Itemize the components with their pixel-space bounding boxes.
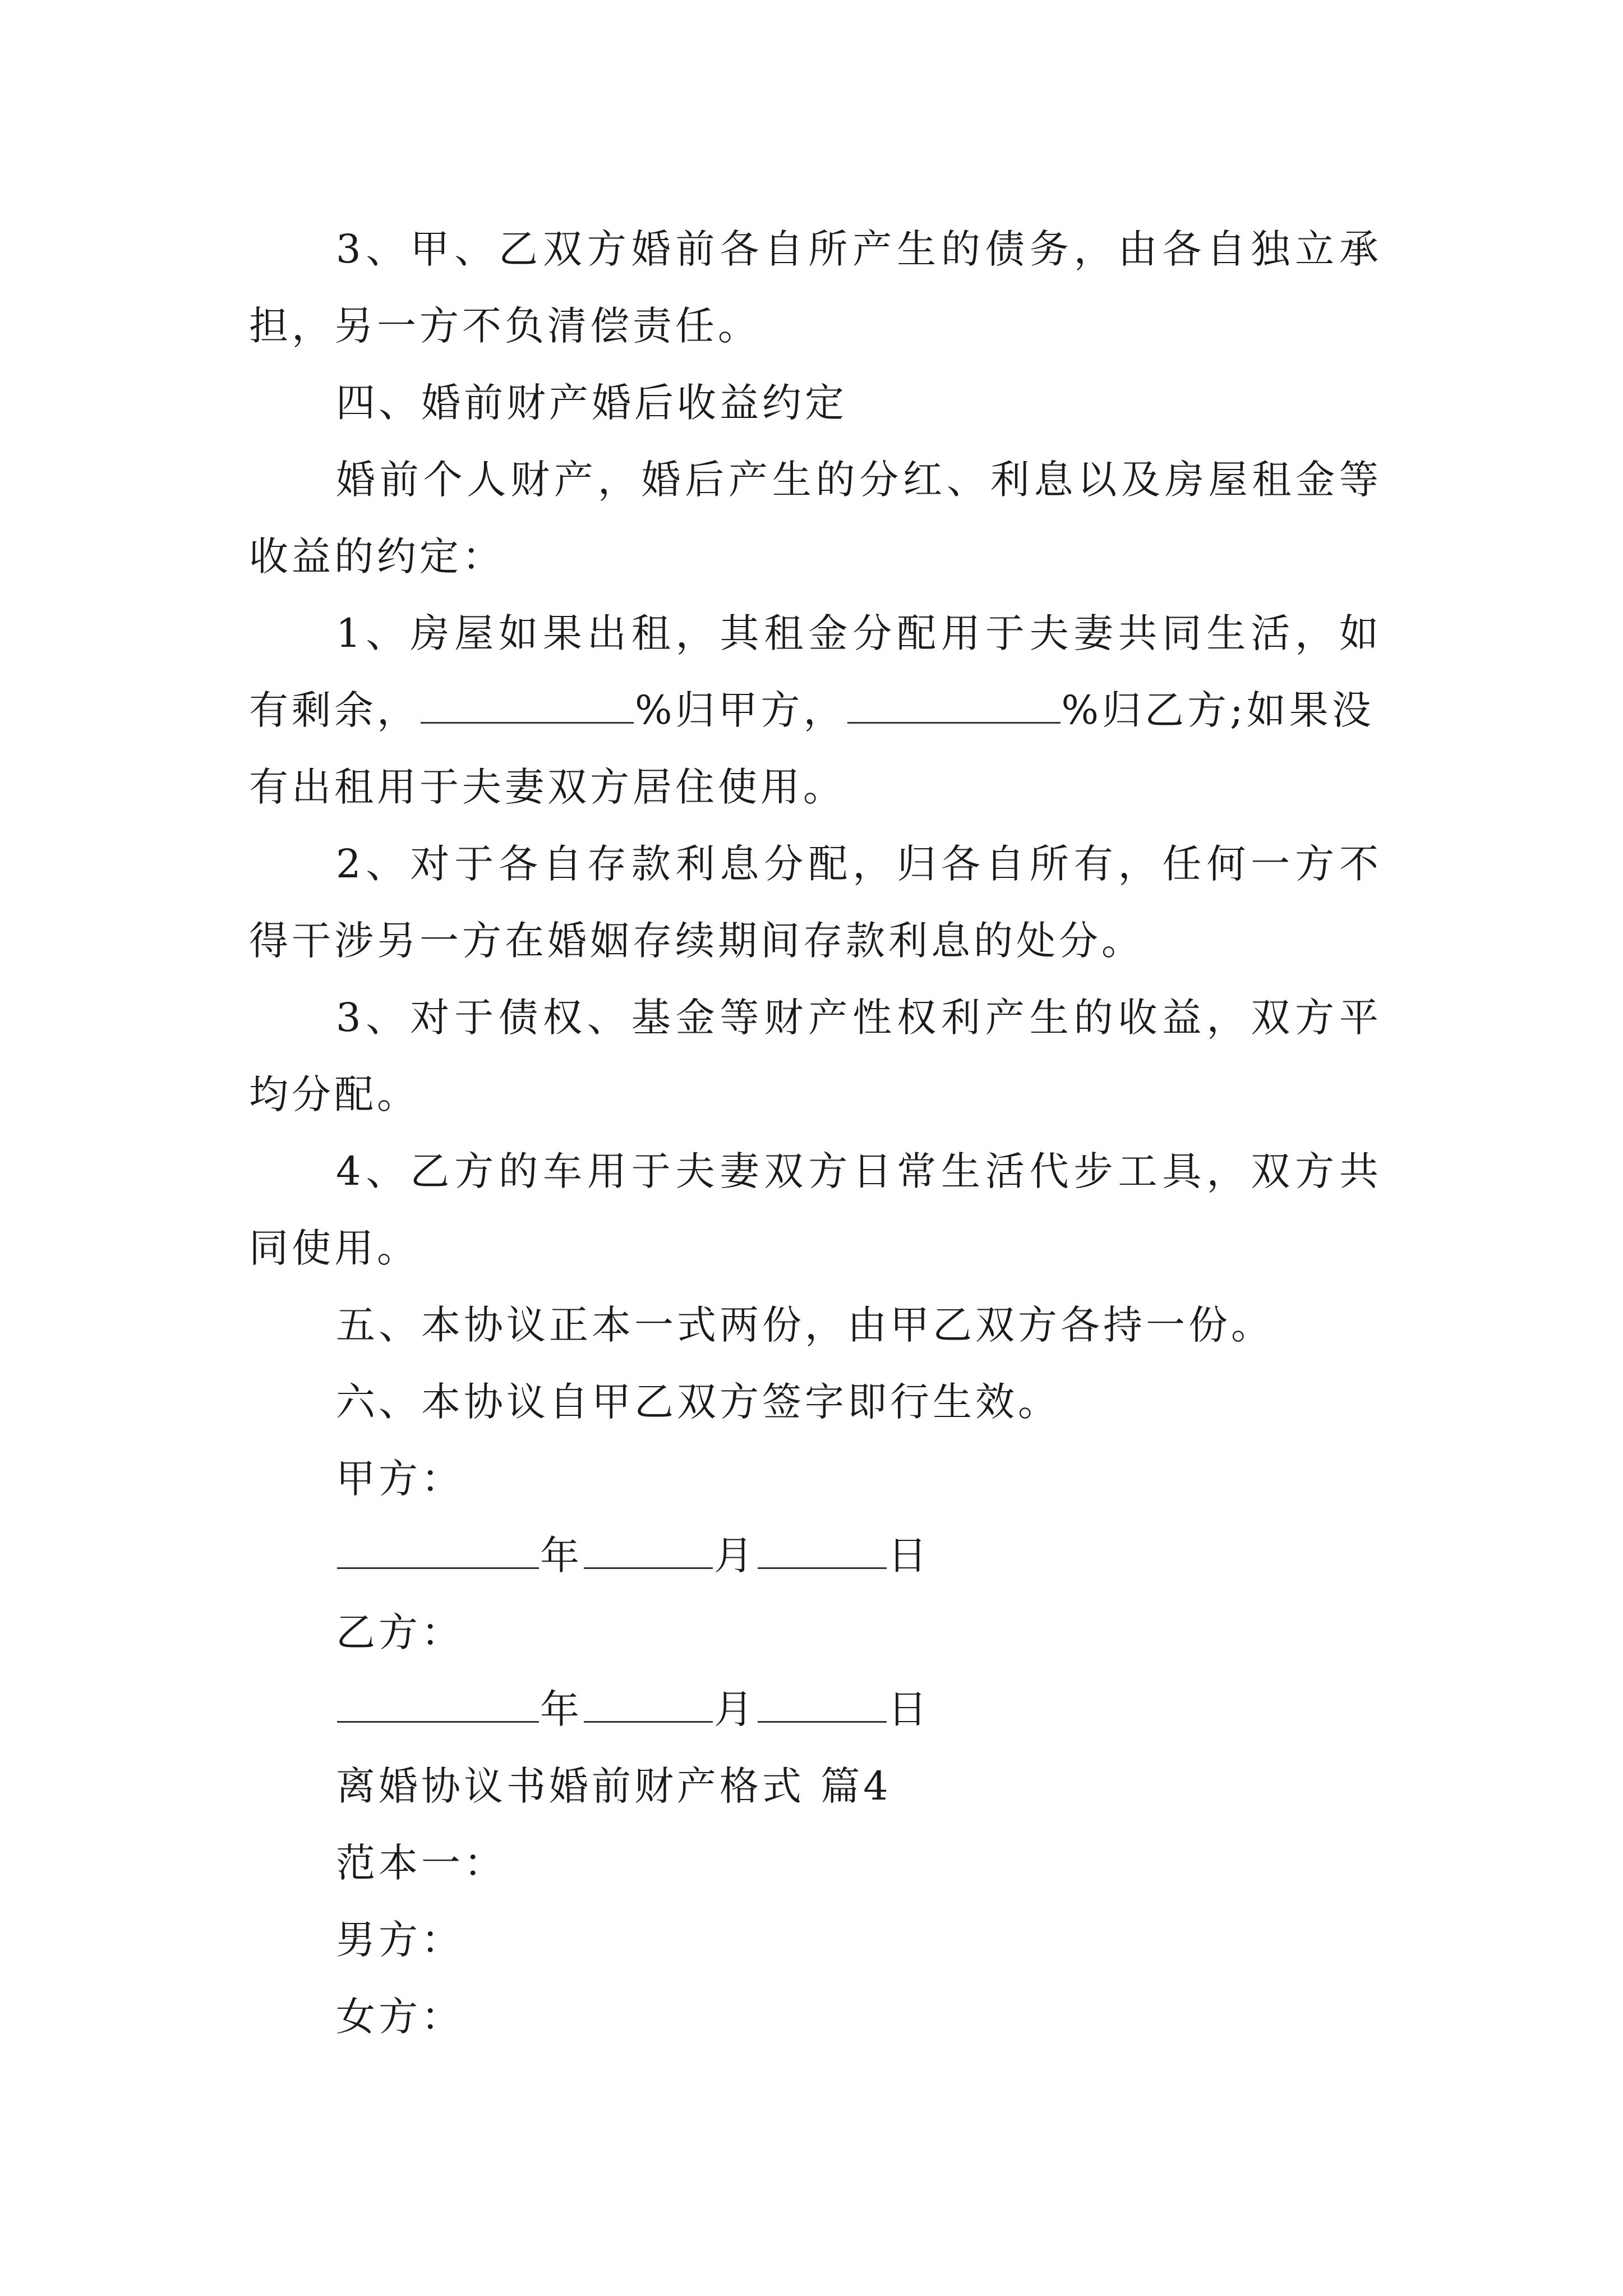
year-label-a: 年 — [540, 1533, 583, 1579]
day-label-b: 日 — [888, 1686, 930, 1732]
item-4-line-2: 同使用。 — [249, 1225, 419, 1271]
section-4-intro-line-1: 婚前个人财产，婚后产生的分红、利息以及房屋租金等 — [336, 457, 1382, 503]
item-1-text-c: %归乙方;如果没 — [1061, 687, 1375, 733]
section-6: 六、本协议自甲乙双方签字即行生效。 — [336, 1379, 1061, 1425]
party-b-label: 乙方： — [336, 1609, 464, 1655]
item-1-text-a: 有剩余， — [249, 687, 419, 733]
section-4-title: 四、婚前财产婚后收益约定 — [336, 380, 847, 426]
year-label-b: 年 — [540, 1686, 583, 1732]
party-a-label: 甲方： — [336, 1456, 464, 1502]
item-1-text-b: %归甲方， — [635, 687, 846, 733]
item-4-line-1: 4、乙方的车用于夫妻双方日常生活代步工具，双方共 — [336, 1148, 1382, 1194]
item-2-line-1: 2、对于各自存款利息分配，归各自所有，任何一方不 — [336, 841, 1382, 887]
sample-label: 范本一： — [336, 1840, 506, 1886]
item-3-line-2: 均分配。 — [249, 1071, 419, 1117]
item-1-line-2 — [249, 672, 1382, 749]
item-1-line-1: 1、房屋如果出租，其租金分配用于夫妻共同生活，如 — [336, 610, 1382, 656]
blank-month-b — [584, 1692, 713, 1723]
item-3-line-1: 3、对于债权、基金等财产性权利产生的收益，双方平 — [336, 995, 1382, 1041]
party-b-date — [249, 1671, 1382, 1748]
blank-percent-party-a — [421, 693, 634, 724]
paragraph-debt-line-1: 3、甲、乙双方婚前各自所产生的债务，由各自独立承 — [336, 226, 1382, 272]
blank-percent-party-b — [847, 693, 1061, 724]
month-label-b: 月 — [714, 1686, 757, 1732]
section-5: 五、本协议正本一式两份，由甲乙双方各持一份。 — [336, 1302, 1274, 1348]
paragraph-debt-line-2: 担，另一方不负清偿责任。 — [249, 303, 760, 349]
male-party-label: 男方： — [336, 1917, 464, 1963]
blank-month-a — [584, 1538, 713, 1569]
female-party-label: 女方： — [336, 1994, 464, 2040]
party-a-date — [249, 1517, 1382, 1594]
blank-day-a — [758, 1538, 887, 1569]
day-label-a: 日 — [888, 1533, 930, 1579]
document-body — [249, 211, 1382, 2055]
blank-day-b — [758, 1692, 887, 1723]
month-label-a: 月 — [714, 1533, 757, 1579]
item-2-line-2: 得干涉另一方在婚姻存续期间存款利息的处分。 — [249, 918, 1144, 964]
next-section-title: 离婚协议书婚前财产格式 篇4 — [336, 1763, 892, 1809]
blank-year-a — [337, 1538, 539, 1569]
blank-year-b — [337, 1692, 539, 1723]
item-1-line-3: 有出租用于夫妻双方居住使用。 — [249, 764, 846, 810]
section-4-intro-line-2: 收益的约定： — [249, 533, 505, 579]
